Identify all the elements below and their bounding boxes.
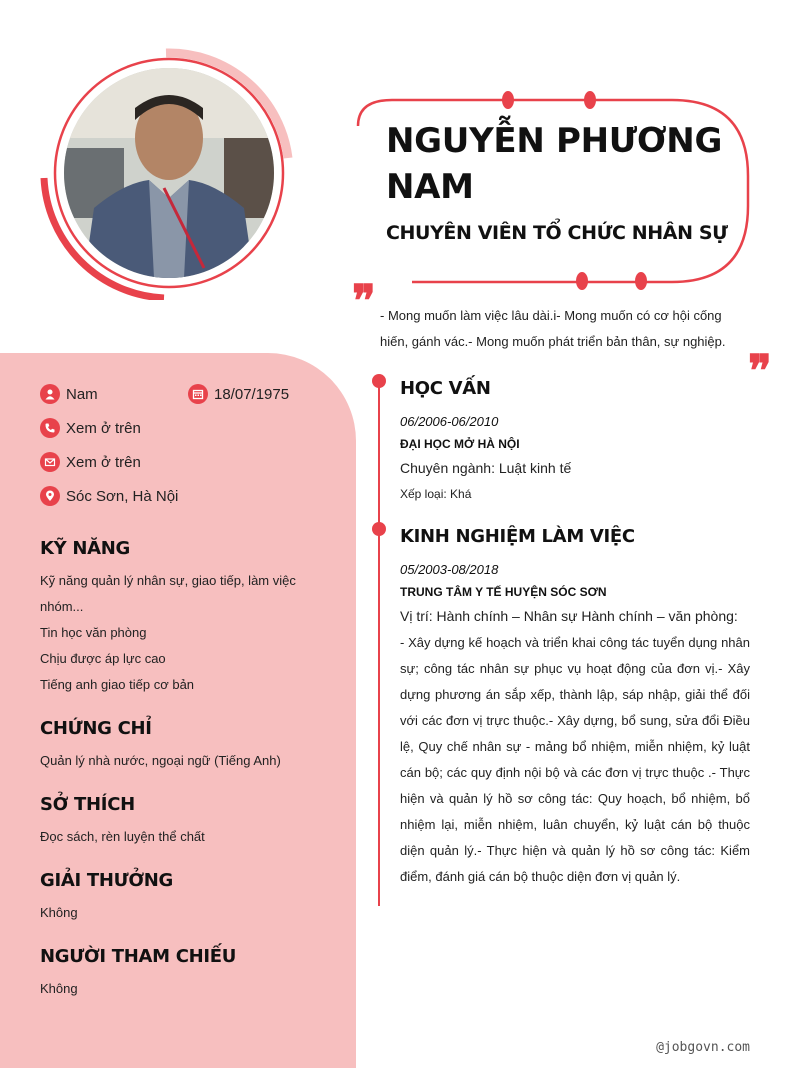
email-row: [40, 452, 141, 472]
education-date: 06/2006-06/2010: [400, 414, 499, 429]
certificates-text: Quản lý nhà nước, ngoại ngữ (Tiếng Anh): [40, 753, 281, 768]
skill-item: Tiếng anh giao tiếp cơ bản: [40, 677, 195, 692]
references-text: Không: [40, 981, 78, 996]
education-major: Chuyên ngành: Luật kinh tế: [400, 460, 572, 476]
address-row: [40, 486, 178, 506]
certificates-heading: CHỨNG CHỈ: [40, 718, 152, 739]
experience-heading: KINH NGHIỆM LÀM VIỆC: [400, 526, 635, 547]
education-heading: HỌC VẤN: [400, 378, 491, 399]
experience-description: - Xây dựng kế hoạch và triển khai công tác tuyển dụng nhân sự; công tác nhân sự phục vụ hoạt động của đơn vị.- Xây dựng phương án sắp xếp, thành lập, sáp nhập, giải thể đối với các đơn vị trực thuộc.- Xây dựng, bổ sung, sửa đổi Điều lệ, Quy chế nhân sự - mảng bổ nhiệm, miễn nhiệm, kỷ luật cán bộ; các quy định nội bộ và các đơn vị trực thuộc .- Thực hiện và quản lý hồ sơ công tác: Quy hoạch, bổ nhiệm, bổ nhiệm lại, miễn nhiệm, luân chuyển, kỷ luật cán bộ thuộc diện quản lý.- Thực hiện và quản lý hồ sơ công tác: Kiểm điểm, đánh giá cán bộ thuộc diện đơn vị quản lý.: [400, 635, 750, 884]
calendar-icon: [188, 384, 208, 404]
timeline-line: [378, 380, 380, 906]
experience-position: Vị trí: Hành chính – Nhân sự Hành chính – văn phòng:: [400, 608, 738, 624]
skill-item: Tin học văn phòng: [40, 625, 147, 640]
gender-row: [40, 384, 98, 404]
avatar: [64, 68, 274, 278]
gender-value: Nam: [66, 385, 98, 403]
awards-heading: GIẢI THƯỞNG: [40, 870, 174, 891]
references-heading: NGƯỜI THAM CHIẾU: [40, 946, 237, 967]
job-title: CHUYÊN VIÊN TỔ CHỨC NHÂN SỰ: [386, 222, 728, 244]
site-watermark: @jobgovn.com: [656, 1040, 750, 1055]
phone-row: [40, 418, 141, 438]
location-pin-icon: [40, 486, 60, 506]
avatar-photo: [64, 68, 274, 278]
email-value: Xem ở trên: [66, 453, 141, 471]
education-grade: Xếp loại: Khá: [400, 487, 472, 501]
quote-close-icon: ❞: [748, 346, 772, 397]
hobbies-heading: SỞ THÍCH: [40, 794, 135, 815]
birthday-row: [188, 384, 289, 404]
quote-open-icon: ❞: [352, 276, 376, 327]
skill-item: Chịu được áp lực cao: [40, 651, 166, 666]
experience-company: TRUNG TÂM Y TẾ HUYỆN SÓC SƠN: [400, 585, 607, 599]
avatar-frame: [38, 48, 300, 300]
education-school: ĐẠI HỌC MỞ HÀ NỘI: [400, 437, 520, 451]
hobbies-text: Đọc sách, rèn luyện thể chất: [40, 829, 205, 844]
email-icon: [40, 452, 60, 472]
person-icon: [40, 384, 60, 404]
awards-text: Không: [40, 905, 78, 920]
skills-heading: KỸ NĂNG: [40, 538, 130, 559]
birthday-value: 18/07/1975: [214, 385, 290, 403]
address-value: Sóc Sơn, Hà Nội: [66, 487, 179, 505]
candidate-name: NGUYỄN PHƯƠNG NAM: [386, 121, 723, 207]
phone-icon: [40, 418, 60, 438]
timeline-dot: [372, 374, 386, 388]
timeline-dot: [372, 522, 386, 536]
phone-value: Xem ở trên: [66, 419, 141, 437]
career-objective: - Mong muốn làm việc lâu dài.i- Mong muốn có cơ hội cống hiến, gánh vác.- Mong muốn phát triển bản thân, sự nghiệp.: [380, 308, 726, 349]
skill-item: Kỹ năng quản lý nhân sự, giao tiếp, làm việc nhóm...: [40, 573, 296, 614]
experience-date: 05/2003-08/2018: [400, 562, 499, 577]
